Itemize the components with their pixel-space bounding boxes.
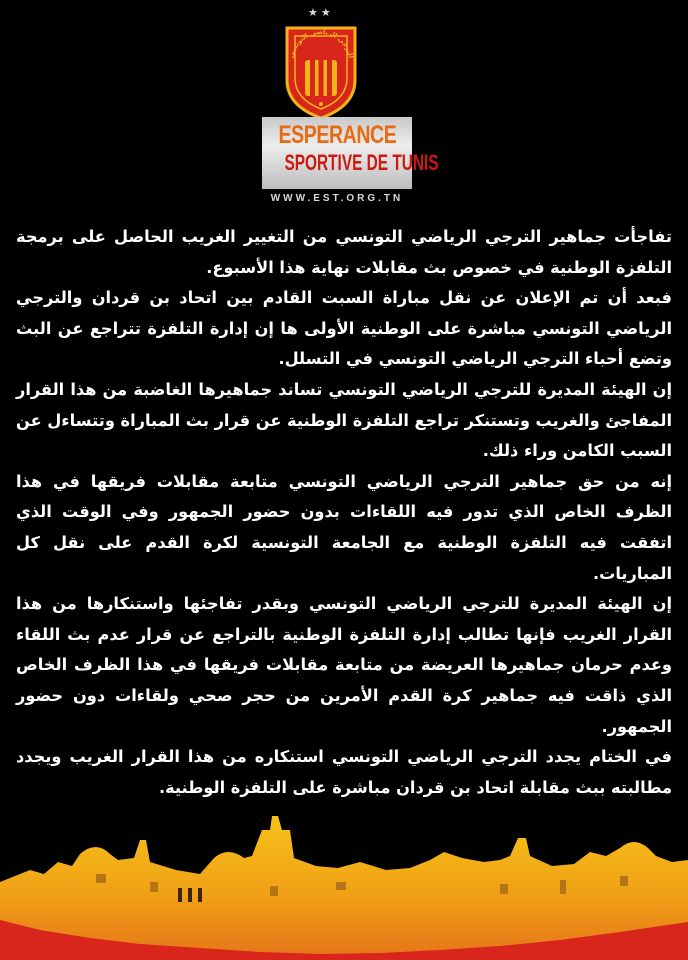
- club-logo: [0, 0, 688, 220]
- tunis-medina-skyline-icon: [0, 770, 688, 960]
- article-paragraph-6: في الختام يجدد الترجي الرياضي التونسي استنكاره من هذا القرار الغريب ويجدد مطالبته ببث مقابلة اتحاد بن قردان مباشرة على التلفزة الوطنية.: [16, 747, 672, 797]
- crest-text: الترجي الرياضي التونسي: [287, 27, 355, 59]
- article-paragraph-3: إن الهيئة المديرة للترجي الرياضي التونسي تساند جماهيرها الغاضبة من هذا القرار المفاجئ والغريب وتستنكر تراجع التلفزة الوطنية عن قرار بث المباراة وتتساءل عن السبب الكامن وراء ذلك.: [16, 379, 672, 461]
- brand-line2: SPORTIVE DE TUNIS: [284, 150, 439, 175]
- article-paragraph-1: تفاجأت جماهير الترجي الرياضي التونسي من التغيير الغريب الحاصل على برمجة التلفزة الوطنية في خصوص بث مقابلات نهاية هذا الأسبوع.: [16, 227, 672, 277]
- est-crest-icon: [281, 20, 361, 120]
- brand-line1: ESPERANCE: [278, 121, 397, 149]
- article-paragraph-4: إنه من حق جماهير الترجي الرياضي التونسي متابعة مقابلات فريقها في هذا الظرف الخاص الذي تدور فيه اللقاءات بدون حضور الجمهور وفي الوقت الذي اتفقت فيه التلفزة الوطنية مع الجامعة التونسية لكرة القدم على نقل كل المباريات.: [16, 471, 672, 583]
- article-paragraph-5: إن الهيئة المديرة للترجي الرياضي التونسي وبقدر تفاجئها واستنكارها من هذا القرار الغريب فإنها تطالب إدارة التلفزة الوطنية بالتراجع عن قرار عدم بث اللقاء وعدم حرمان جماهيرها العريضة من متابعة مقابلات فريقها في هذا الظرف الخاص الذي ذاقت فيه جماهير كرة القدم الأمرين من حجر صحي ولقاءات دون حضور الجمهور.: [16, 594, 672, 736]
- website-url: WWW.EST.ORG.TN: [270, 193, 404, 204]
- article-paragraph-2: فبعد أن تم الإعلان عن نقل مباراة السبت القادم بين اتحاد بن قردان والترجي الرياضي التونسي مباشرة على الوطنية الأولى ها إن إدارة التلفزة تتراجع عن البث وتضع أحباء الترجي الرياضي التونسي في التسلل.: [16, 288, 672, 369]
- stars-icon: ★★: [308, 6, 334, 19]
- brand-wordmark: [262, 117, 439, 209]
- statement-article: [16, 222, 672, 803]
